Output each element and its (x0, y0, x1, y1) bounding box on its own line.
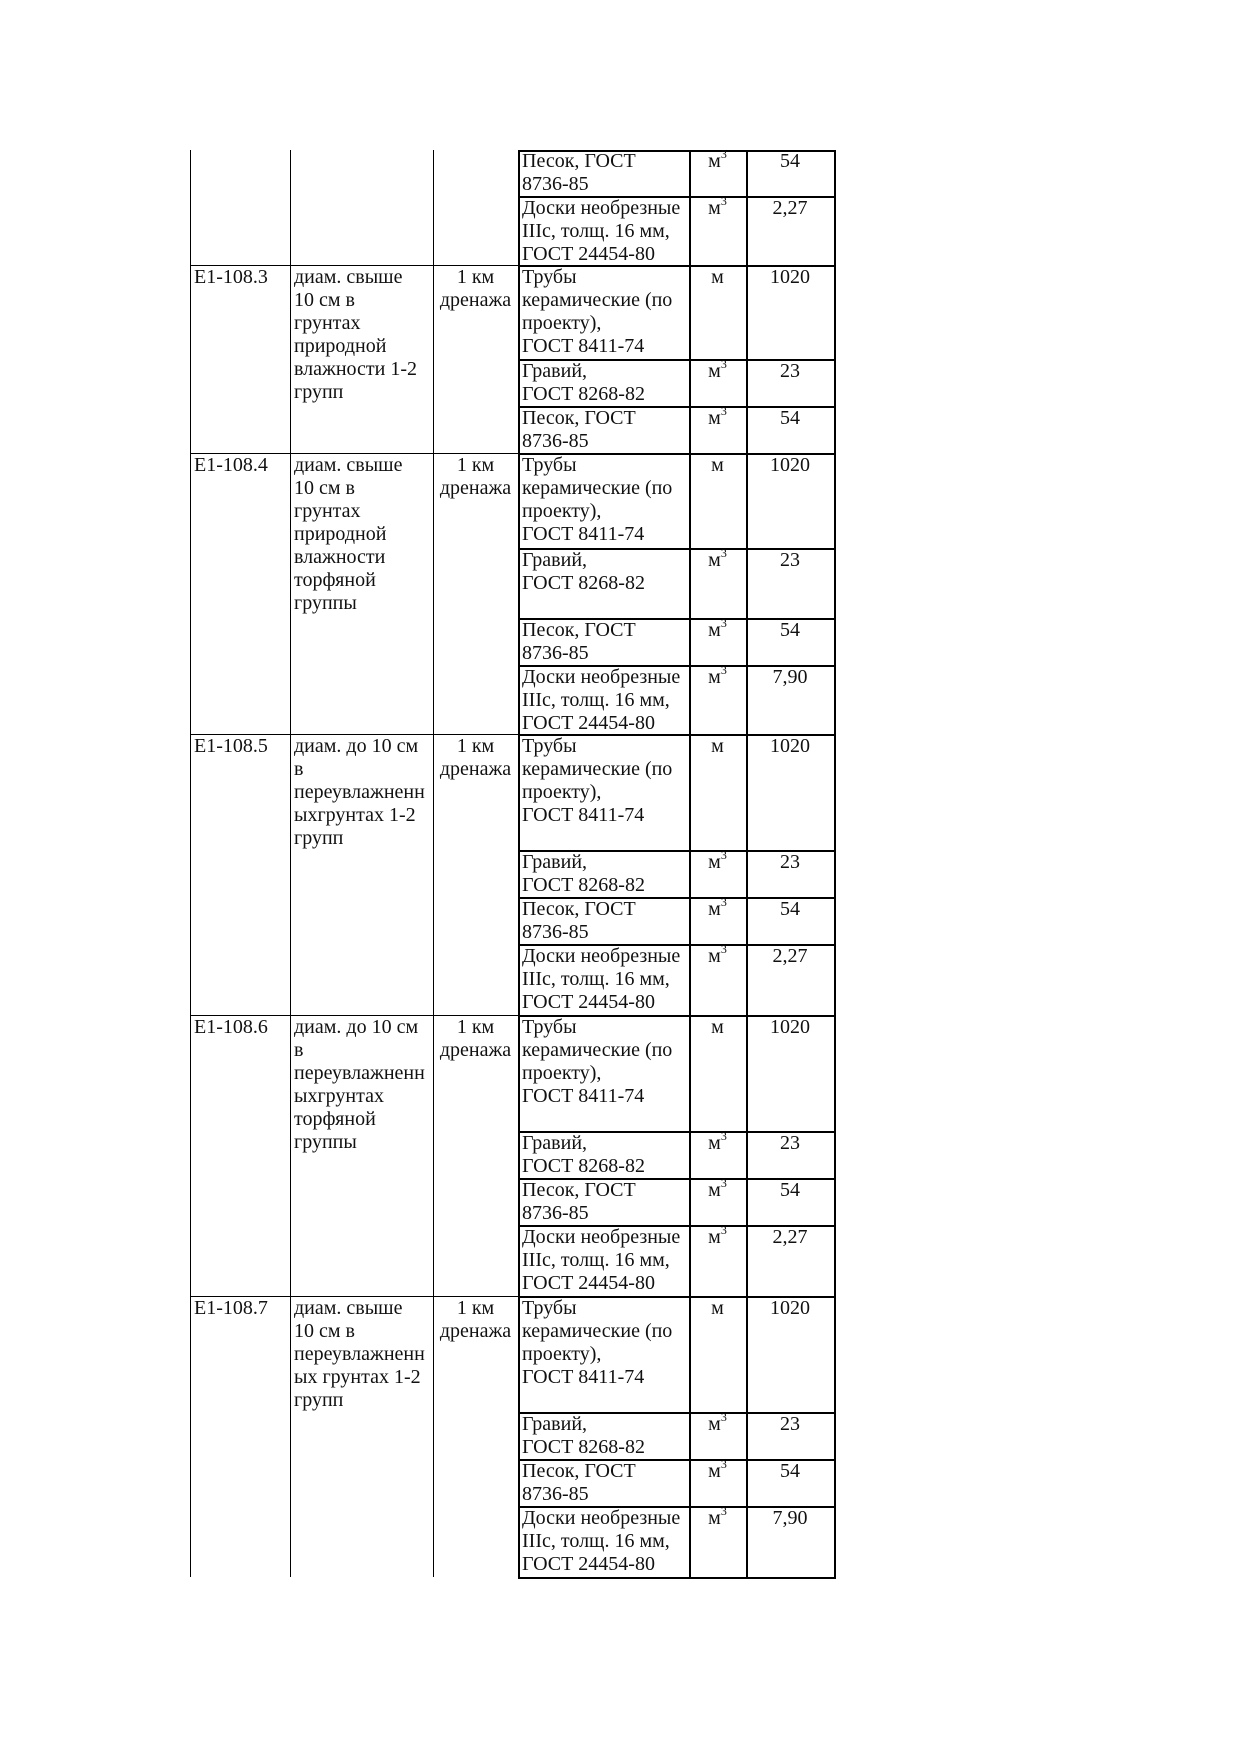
material-quantity: 2,27 (772, 945, 808, 967)
material-name: Трубы керамические (по проекту), ГОСТ 8411-74 (522, 266, 673, 357)
material-name: Доски необрезные IIIс, толщ. 16 мм, ГОСТ 24454-80 (522, 1226, 681, 1294)
material-unit-exponent: 3 (720, 147, 727, 162)
rate-code: Е1-108.7 (194, 1297, 268, 1319)
material-quantity: 1020 (770, 1297, 810, 1319)
material-name: Песок, ГОСТ 8736-85 (522, 150, 636, 195)
material-unit-exponent: 3 (720, 1504, 727, 1519)
material-unit-base: м (708, 851, 721, 873)
material-unit (691, 266, 744, 289)
material-unit-base: м (711, 735, 724, 757)
table-border-left (190, 150, 191, 1577)
material-name: Гравий, ГОСТ 8268-82 (522, 549, 645, 594)
material-unit-base: м (708, 1507, 721, 1529)
material-unit-base: м (711, 1016, 724, 1038)
material-unit-base: м (708, 1132, 721, 1154)
material-unit (691, 404, 744, 430)
material-name: Песок, ГОСТ 8736-85 (522, 1179, 636, 1224)
material-unit-base: м (711, 266, 724, 288)
material-unit (691, 194, 744, 220)
material-unit-exponent: 3 (720, 942, 727, 957)
material-unit-base: м (708, 360, 721, 382)
material-unit (691, 1457, 744, 1483)
work-description: диам. до 10 см в переувлажненн ыхгрунтах 1-2 групп (294, 735, 425, 849)
work-description: диам. до 10 см в переувлажненн ыхгрунтах торфяной группы (294, 1016, 425, 1153)
material-unit-base: м (711, 454, 724, 476)
material-unit (691, 1176, 744, 1202)
material-quantity: 54 (780, 1179, 800, 1201)
material-quantity: 54 (780, 150, 800, 172)
material-name: Песок, ГОСТ 8736-85 (522, 1460, 636, 1505)
materials-border-right (834, 150, 836, 1578)
material-unit-base: м (708, 407, 721, 429)
material-unit-base: м (708, 945, 721, 967)
material-quantity: 23 (780, 851, 800, 873)
material-unit-exponent: 3 (720, 357, 727, 372)
material-quantity: 1020 (770, 454, 810, 476)
material-unit (691, 663, 744, 689)
measure-unit: 1 км дренажа (439, 1297, 512, 1342)
material-unit (691, 147, 744, 173)
material-unit (691, 1410, 744, 1436)
material-name: Доски необрезные IIIс, толщ. 16 мм, ГОСТ 24454-80 (522, 945, 681, 1013)
material-unit (691, 1504, 744, 1530)
material-unit (691, 735, 744, 758)
material-name: Трубы керамические (по проекту), ГОСТ 8411-74 (522, 1016, 673, 1107)
material-unit-exponent: 3 (720, 194, 727, 209)
material-unit-exponent: 3 (720, 1129, 727, 1144)
material-name: Песок, ГОСТ 8736-85 (522, 407, 636, 452)
material-unit-exponent: 3 (720, 404, 727, 419)
material-unit-exponent: 3 (720, 663, 727, 678)
material-name: Гравий, ГОСТ 8268-82 (522, 1413, 645, 1458)
material-unit (691, 546, 744, 572)
material-name: Гравий, ГОСТ 8268-82 (522, 1132, 645, 1177)
material-unit-base: м (711, 1297, 724, 1319)
material-quantity: 54 (780, 619, 800, 641)
material-quantity: 23 (780, 549, 800, 571)
material-quantity: 23 (780, 360, 800, 382)
material-unit-base: м (708, 1226, 721, 1248)
material-quantity: 2,27 (772, 1226, 808, 1248)
material-name: Песок, ГОСТ 8736-85 (522, 898, 636, 943)
material-unit (691, 895, 744, 921)
material-unit (691, 454, 744, 477)
material-name: Доски необрезные IIIс, толщ. 16 мм, ГОСТ 24454-80 (522, 1507, 681, 1575)
rate-code: Е1-108.3 (194, 266, 268, 288)
material-unit-exponent: 3 (720, 1176, 727, 1191)
material-quantity: 54 (780, 1460, 800, 1482)
measure-unit: 1 км дренажа (439, 454, 512, 499)
material-unit-exponent: 3 (720, 1410, 727, 1425)
work-description: диам. свыше 10 см в грунтах природной влажности 1-2 групп (294, 266, 418, 403)
material-quantity: 54 (780, 407, 800, 429)
material-unit (691, 1129, 744, 1155)
material-unit-base: м (708, 1413, 721, 1435)
materials-border-bottom (518, 1577, 836, 1579)
material-quantity: 7,90 (772, 666, 808, 688)
material-quantity: 23 (780, 1413, 800, 1435)
material-name: Песок, ГОСТ 8736-85 (522, 619, 636, 664)
material-unit-base: м (708, 1179, 721, 1201)
column-divider (433, 150, 434, 1577)
material-name: Доски необрезные IIIс, толщ. 16 мм, ГОСТ 24454-80 (522, 666, 681, 734)
material-name: Гравий, ГОСТ 8268-82 (522, 851, 645, 896)
material-quantity: 7,90 (772, 1507, 808, 1529)
material-name: Доски необрезные IIIс, толщ. 16 мм, ГОСТ 24454-80 (522, 197, 681, 265)
materials-border-left (518, 150, 520, 1578)
material-unit (691, 1223, 744, 1249)
material-unit-base: м (708, 150, 721, 172)
material-name: Трубы керамические (по проекту), ГОСТ 8411-74 (522, 735, 673, 826)
work-description: диам. свыше 10 см в грунтах природной влажности торфяной группы (294, 454, 403, 614)
rate-code: Е1-108.5 (194, 735, 268, 757)
material-unit-base: м (708, 666, 721, 688)
material-unit (691, 1016, 744, 1039)
measure-unit: 1 км дренажа (439, 735, 512, 780)
measure-unit: 1 км дренажа (439, 266, 512, 311)
material-unit (691, 1297, 744, 1320)
measure-unit: 1 км дренажа (439, 1016, 512, 1061)
material-unit (691, 942, 744, 968)
material-unit-exponent: 3 (720, 546, 727, 561)
material-name: Трубы керамические (по проекту), ГОСТ 8411-74 (522, 454, 673, 545)
material-unit (691, 357, 744, 383)
work-description: диам. свыше 10 см в переувлажненн ых грунтах 1-2 групп (294, 1297, 425, 1411)
rate-code: Е1-108.4 (194, 454, 268, 476)
material-quantity: 23 (780, 1132, 800, 1154)
rate-code: Е1-108.6 (194, 1016, 268, 1038)
material-unit-base: м (708, 549, 721, 571)
material-quantity: 1020 (770, 735, 810, 757)
material-quantity: 1020 (770, 1016, 810, 1038)
material-unit-exponent: 3 (720, 895, 727, 910)
material-unit-exponent: 3 (720, 1223, 727, 1238)
material-unit-base: м (708, 1460, 721, 1482)
material-unit (691, 848, 744, 874)
material-name: Гравий, ГОСТ 8268-82 (522, 360, 645, 405)
material-unit-base: м (708, 619, 721, 641)
material-unit (691, 616, 744, 642)
material-quantity: 1020 (770, 266, 810, 288)
material-name: Трубы керамические (по проекту), ГОСТ 8411-74 (522, 1297, 673, 1388)
material-quantity: 54 (780, 898, 800, 920)
material-quantity: 2,27 (772, 197, 808, 219)
material-unit-exponent: 3 (720, 616, 727, 631)
material-unit-base: м (708, 197, 721, 219)
material-unit-base: м (708, 898, 721, 920)
material-unit-exponent: 3 (720, 848, 727, 863)
column-divider (290, 150, 291, 1577)
material-unit-exponent: 3 (720, 1457, 727, 1472)
